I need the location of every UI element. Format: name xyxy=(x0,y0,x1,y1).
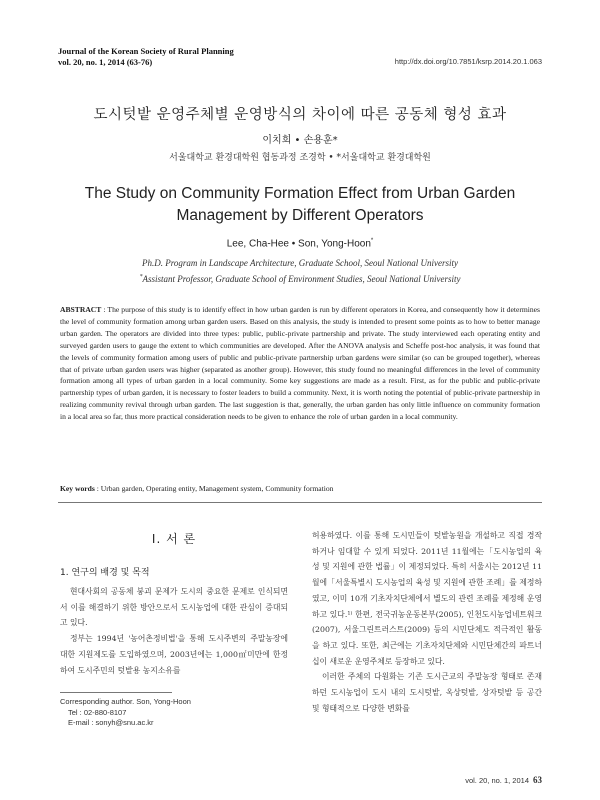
english-title xyxy=(0,183,600,227)
affiliation-2: Assistant Professor, Graduate School of Environment Studies, Seoul National University xyxy=(142,274,461,284)
footer-volume: vol. 20, no. 1, 2014 xyxy=(465,776,529,785)
body-paragraph-4: 이러한 주체의 다원화는 기존 도시근교의 주말농장 형태로 존재하던 도시농업이 도시 내의 도시텃밭, 옥상텃밭, 상자텃밭 등 공간 및 형태적으로 다양한 변화를 xyxy=(312,672,542,713)
page-footer xyxy=(465,775,542,785)
english-affiliations xyxy=(0,256,600,286)
korean-affiliation: 서울대학교 환경대학원 협동과정 조경학 • *서울대학교 환경대학원 xyxy=(169,153,431,163)
english-title-line1: The Study on Community Formation Effect from Urban Garden xyxy=(84,185,516,202)
english-title-line2: Management by Different Operators xyxy=(176,207,424,224)
affiliation-2-row xyxy=(0,270,600,286)
journal-name: Journal of the Korean Society of Rural Planning xyxy=(58,46,234,56)
abstract xyxy=(60,304,540,423)
footnote-email: E-mail : sonyh@snu.ac.kr xyxy=(68,718,154,727)
abstract-text: : The purpose of this study is to identify effect in how urban garden is run by different operators in Korea, and consequently how it determines the level of community formation among urban garden users. Based on this analysis, the study is intended to present some points as to how to better manage urban garden. The operators are divided into three types: public, public-private partnership and private. The study interviewed each operating entity and surveyed garden users to gauge the extent to which communities are developed. After the ANOVA analysis and Scheffe post-hoc analysis, it was found that the levels of community formation among users of public and public-private partnership urban gardens were similar (so can be grouped together), whereas that of private urban garden users was higher (separated as another group). However, this study found no meaningful differences in the level of community formation among all types of urban garden in a local community. Some key suggestions are made as a result. First, as for the public and public-private partnership types of urban garden, it is necessary to foster leaders to build a community. Next, it is worth noting the potential of public-private partnership in realizing community revival through urban garden. The last suggestion is that, generally, the urban garden has only little influence on community formation in a local area so far, thus more practical consideration needs to be given to enhance the role of urban garden in a local community. xyxy=(60,305,540,422)
keywords-text: : Urban garden, Operating entity, Management system, Community formation xyxy=(94,484,334,493)
section-heading: I. 서 론 xyxy=(151,532,197,546)
body-paragraph-2: 정부는 1994년 '농어촌정비법'을 통해 도시주변의 주말농장에 대한 지원제도를 도입하였으며, 2003년에는 1,000㎡미만에 한정하여 도시주민의 텃밭용 농지소유를 xyxy=(60,634,288,675)
keywords-label: Key words xyxy=(60,484,95,493)
page-number: 63 xyxy=(533,775,542,785)
doi-link[interactable]: http://dx.doi.org/10.7851/ksrp.2014.20.1.063 xyxy=(394,57,542,66)
journal-header xyxy=(58,46,234,68)
right-column xyxy=(312,528,542,716)
section-divider xyxy=(58,502,542,503)
footnote-author: Corresponding author. Son, Yong-Hoon xyxy=(60,697,191,706)
body-paragraph-1: 현대사회의 공동체 붕괴 문제가 도시의 중요한 문제로 인식되면서 이를 해결하기 위한 방안으로서 도시농업에 대한 관심이 증대되고 있다. xyxy=(60,587,288,628)
body-paragraph-3: 허용하였다. 이를 통해 도시민들이 텃밭농원을 개설하고 직접 경작하거나 임대할 수 있게 되었다. 2011년 11월에는「도시농업의 육성 및 지원에 관한 법률」이 제정되었다. 특히 서울시는 2012년 11월에「서울특별시 도시농업의 육성 및 지원에 관한 조례」를 제정하였고, 이미 10개 기초자치단체에서 별도의 관련 조례를 제정해 운영하고 있다.¹⁾ 한편, 전국귀농운동본부(2005), 인천도시농업네트워크(2007), 서울그린트러스트(2009) 등의 시민단체도 적극적인 활동을 하고 있다. 또한, 최근에는 기초자치단체와 시민단체간의 파트너십이 새로운 운영주체로 등장하고 있다. xyxy=(312,531,542,666)
subsection-heading: 1. 연구의 배경 및 목적 xyxy=(60,568,150,578)
keywords xyxy=(60,484,540,493)
abstract-label: ABSTRACT xyxy=(60,305,102,314)
affiliation-2-mark: * xyxy=(139,274,143,280)
affiliation-1: Ph.D. Program in Landscape Architecture, Graduate School, Seoul National University xyxy=(141,258,459,268)
left-column xyxy=(60,528,288,678)
footnote-tel: Tel : 02-880-8107 xyxy=(68,707,127,717)
korean-title: 도시텃밭 운영주체별 운영방식의 차이에 따른 공동체 형성 효과 xyxy=(93,107,507,123)
footnote-divider xyxy=(60,692,172,693)
english-authors-names: Lee, Cha-Hee • Son, Yong-Hoon xyxy=(226,238,371,250)
english-authors xyxy=(0,238,600,249)
korean-authors: 이치희 • 손용훈* xyxy=(262,135,338,146)
corresponding-author-footnote xyxy=(60,697,191,729)
author-mark: * xyxy=(370,238,374,244)
journal-volume: vol. 20, no. 1, 2014 (63-76) xyxy=(58,57,153,67)
